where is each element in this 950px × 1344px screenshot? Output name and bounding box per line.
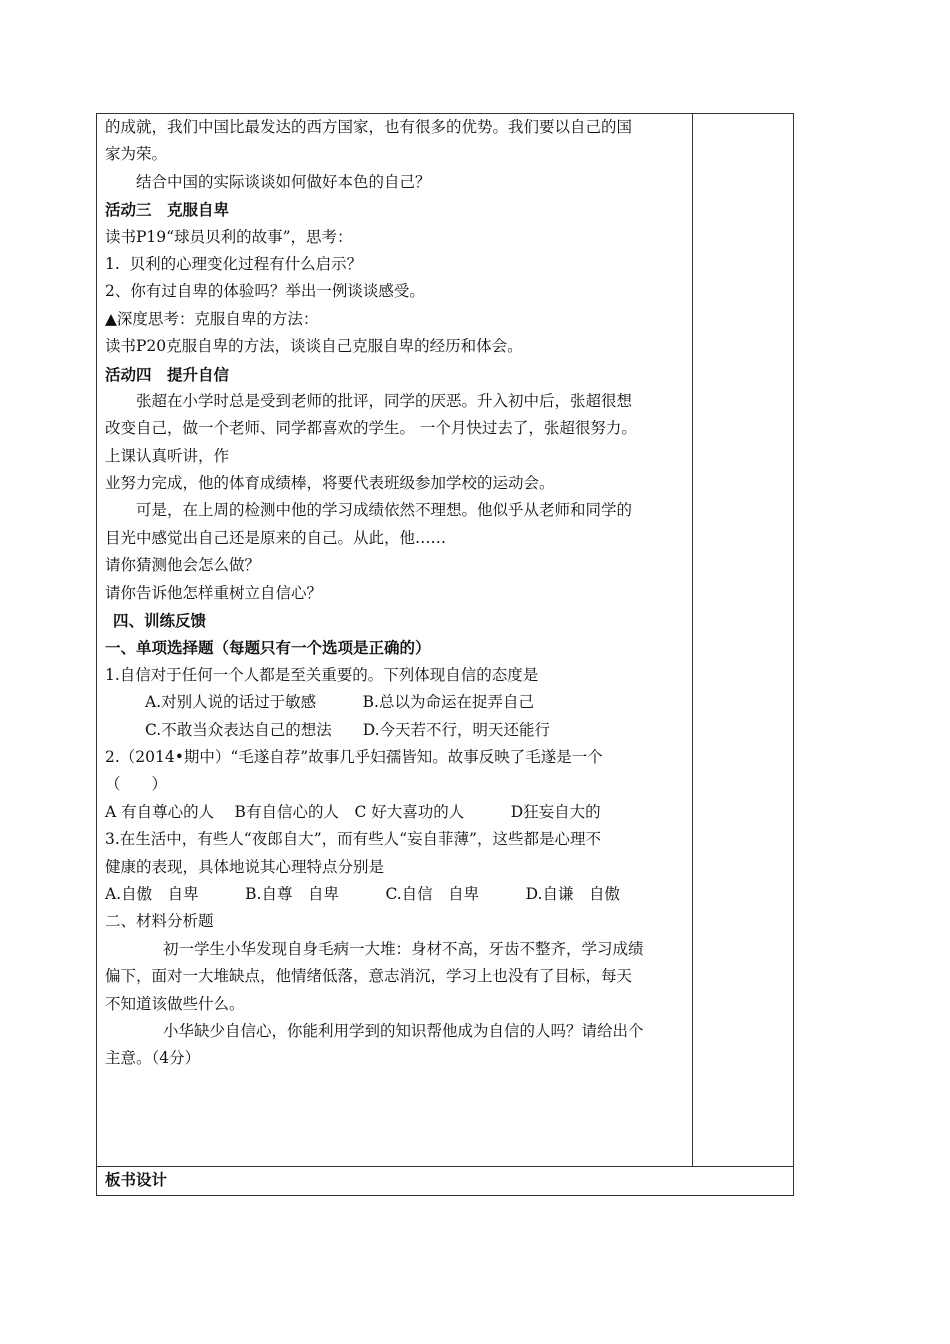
section-heading: 二、材料分析题 (105, 912, 214, 931)
deep-thinking-line: ▲深度思考：克服自卑的方法： (105, 309, 319, 328)
question-line: 健康的表现，具体地说其心理特点分别是 (105, 857, 385, 876)
question-line: （ ） (105, 775, 168, 794)
option-line: C.不敢当众表达自己的想法 D.今天若不行，明天还能行 (145, 720, 551, 739)
text-line: 业努力完成，他的体育成绩棒，将要代表班级参加学校的运动会。 (105, 474, 555, 493)
question-line: 1.自信对于任何一个人都是至关重要的。下列体现自信的态度是 (105, 665, 539, 684)
text-line: 张超在小学时总是受到老师的批评，同学的厌恶。升入初中后，张超很想 (136, 391, 633, 410)
text-line: 读书P20克服自卑的方法，谈谈自己克服自卑的经历和体会。 (105, 337, 523, 356)
board-design-label: 板书设计 (105, 1170, 168, 1189)
option-line: A.自傲 自卑 B.自尊 自卑 C.自信 自卑 D.自谦 自傲 (105, 884, 620, 903)
text-line: 主意。（4分） (105, 1049, 201, 1068)
section-heading: 活动三 克服自卑 (105, 200, 230, 220)
row-divider (97, 1166, 793, 1167)
text-line: 结合中国的实际谈谈如何做好本色的自己？ (136, 172, 431, 191)
text-line: 2、你有过自卑的体验吗？举出一例谈谈感受。 (105, 282, 425, 301)
text-line: 请你告诉他怎样重树立自信心？ (105, 583, 323, 602)
section-heading: 活动四 提升自信 (105, 364, 230, 384)
text-line: 目光中感觉出自己还是原来的自己。从此，他…… (105, 528, 447, 547)
section-heading: 一、单项选择题（每题只有一个选项是正确的） (105, 638, 431, 658)
section-heading: 四、训练反馈 (113, 611, 207, 631)
lesson-content (105, 114, 688, 1073)
text-line: 的成就，我们中国比最发达的西方国家，也有很多的优势。我们要以自己的国 (105, 118, 633, 136)
option-line: A 有自尊心的人 B有自信心的人 C 好大喜功的人 D狂妄自大的 (105, 802, 601, 821)
text-line: 读书P19“球员贝利的故事”，思考： (105, 227, 353, 246)
text-line: 家为荣。 (105, 145, 168, 164)
text-line: 初一学生小华发现自身毛病一大堆：身材不高，牙齿不整齐，学习成绩 (163, 939, 644, 958)
column-divider (692, 114, 693, 1166)
text-line: 改变自己，做一个老师、同学都喜欢的学生。 一个月快过去了，张超很努力。 (105, 419, 637, 438)
text-line: 1. 贝利的心理变化过程有什么启示？ (105, 254, 363, 273)
text-line: 可是，在上周的检测中他的学习成绩依然不理想。他似乎从老师和同学的 (136, 501, 633, 520)
question-line: 3.在生活中，有些人“夜郎自大”，而有些人“妄自菲薄”，这些都是心理不 (105, 830, 601, 849)
option-line: A.对别人说的话过于敏感 B.总以为命运在捉弄自己 (145, 693, 534, 712)
question-line: 2.（2014•期中）“毛遂自荐”故事几乎妇孺皆知。故事反映了毛遂是一个 (105, 747, 603, 766)
text-line: 不知道该做些什么。 (105, 994, 245, 1013)
text-line: 请你猜测他会怎么做？ (105, 556, 261, 575)
lesson-table (96, 113, 794, 1196)
text-line: 小华缺少自信心，你能利用学到的知识帮他成为自信的人吗？请给出个 (163, 1021, 644, 1040)
text-line: 偏下，面对一大堆缺点，他情绪低落，意志消沉，学习上也没有了目标，每天 (105, 967, 633, 986)
text-line: 上课认真听讲，作 (105, 446, 230, 465)
